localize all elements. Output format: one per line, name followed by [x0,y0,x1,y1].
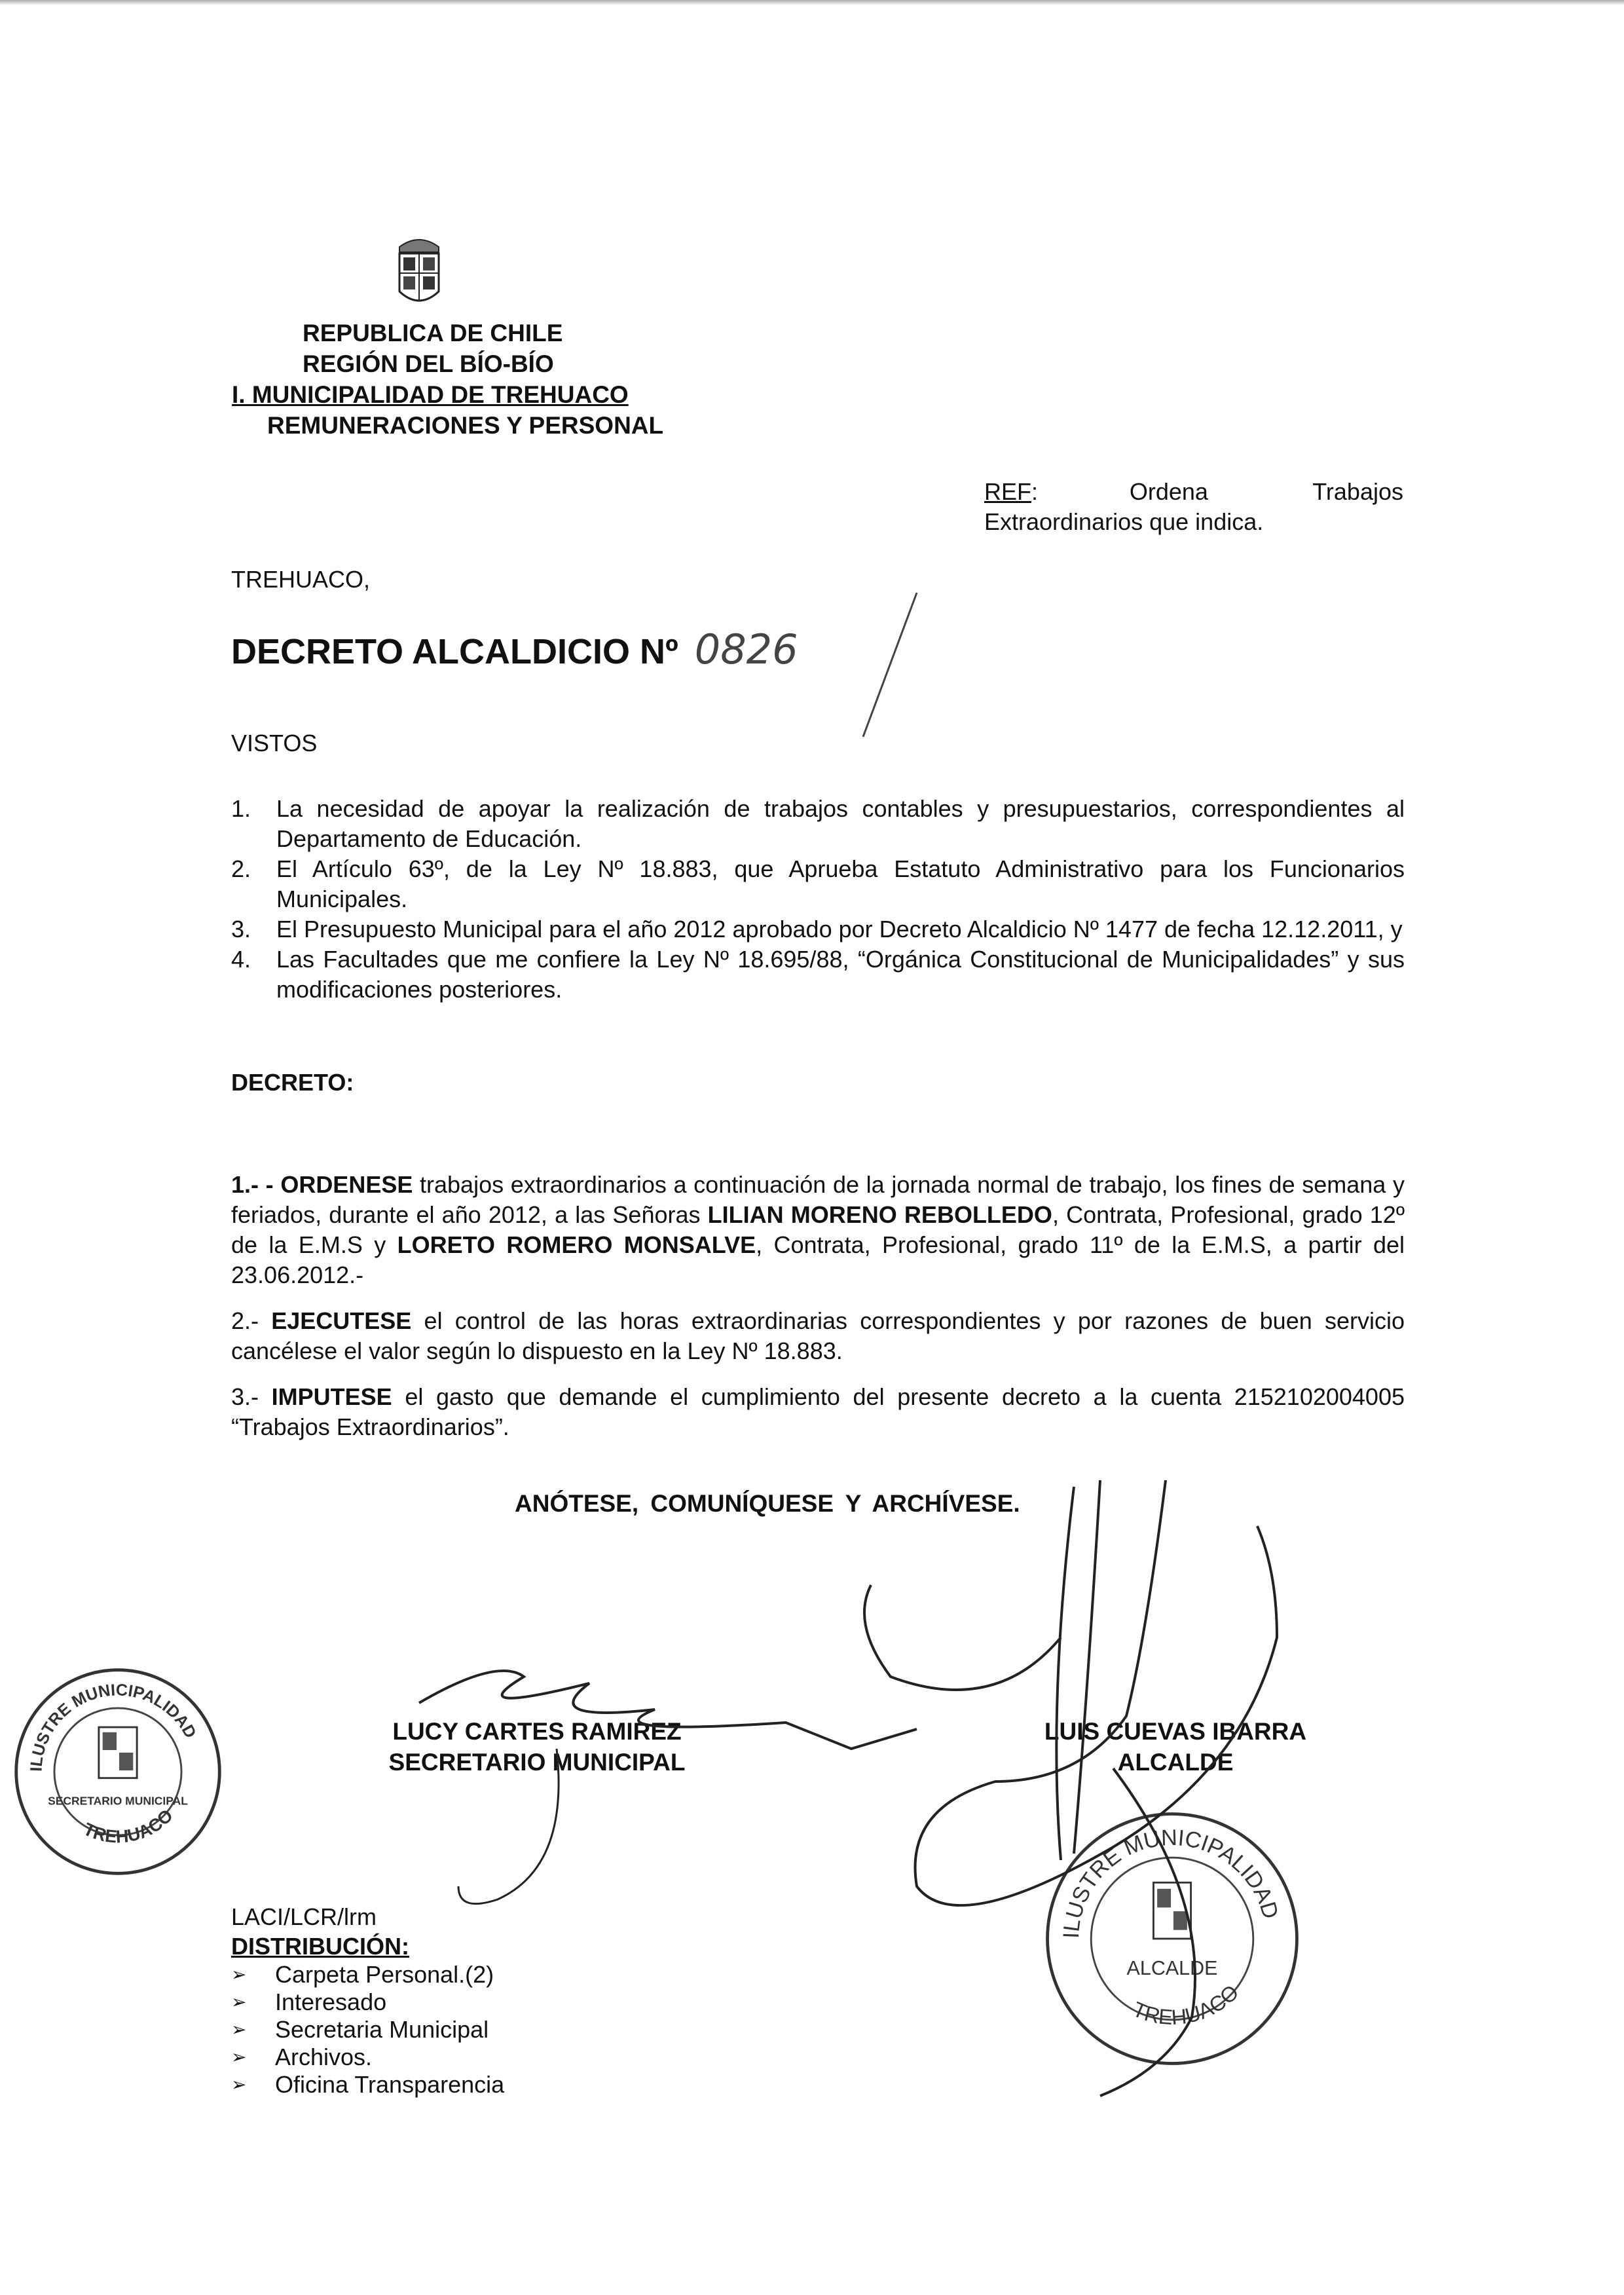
decree-title [231,625,798,673]
distribution-item: ➢ Carpeta Personal.(2) [231,1961,504,1988]
distribution-list [231,1961,504,2099]
ref-line1: Ordena Trabajos [1129,478,1403,505]
signer-right-role: ALCALDE [1117,1749,1234,1776]
coat-of-arms-logo [393,233,445,311]
scan-edge [0,0,1624,5]
decree-number: 0826 [694,625,798,673]
ref-label: REF [984,478,1031,505]
footer [231,1902,504,2099]
svg-text:ILUSTRE MUNICIPALIDAD: ILUSTRE MUNICIPALIDAD [1059,1825,1283,1939]
place: TREHUACO, [231,566,371,593]
decree-article-3: 3.- IMPUTESE el gasto que demande el cumplimiento del presente decreto a la cuenta 2152102004005 “Trabajos Extraordinarios”. [231,1383,1405,1440]
signer-left-role: SECRETARIO MUNICIPAL [388,1749,686,1776]
vistos-item: 2. El Artículo 63º, de la Ley Nº 18.883, que Aprueba Estatuto Administrativo para los Funcionarios Municipales. [231,855,1405,912]
decree-title-text: DECRETO ALCALDICIO Nº [231,632,678,671]
distribution-item: ➢ Secretaria Municipal [231,2016,504,2043]
svg-text:TREHUACO: TREHUACO [1129,1980,1244,2030]
svg-text:SECRETARIO MUNICIPAL: SECRETARIO MUNICIPAL [48,1794,188,1808]
signer-right-name: LUIS CUEVAS IBARRA [1044,1718,1307,1745]
closing-formula: ANÓTESE, COMUNÍQUESE Y ARCHÍVESE. [515,1490,1020,1517]
decree-article-1: 1.- - ORDENESE trabajos extraordinarios a continuación de la jornada normal de trabajo, los fines de semana y feriados, durante el año 2012, a las Señoras LILIAN MORENO REBOLLEDO, Contrata, Profesional, grado 12º de la E.M.S y LORETO ROMERO MONSALVE, Contrata, Profesional, grado 11º de la E.M.S, a partir del 23.06.2012.- [231,1171,1405,1288]
reference: REF: Ordena Trabajos Extraordinarios que indica. [984,477,1403,537]
decree-body [231,728,1405,1519]
ref-line2: Extraordinarios que indica. [984,508,1264,535]
svg-text:ILUSTRE MUNICIPALIDAD: ILUSTRE MUNICIPALIDAD [27,1681,200,1772]
header-line-department: REMUNERACIONES Y PERSONAL [267,412,664,439]
header-line-municipality: I. MUNICIPALIDAD DE TREHUACO [232,381,629,408]
handwritten-slash [851,589,930,740]
distribution-heading: DISTRIBUCIÓN: [231,1933,409,1960]
vistos-item: 3. El Presupuesto Municipal para el año 2012 aprobado por Decreto Alcaldicio Nº 1477 de fecha 12.12.2011, y [231,916,1403,942]
initials: LACI/LCR/lrm [231,1903,377,1930]
decreto-heading: DECRETO: [231,1069,354,1096]
svg-text:ALCALDE: ALCALDE [1126,1957,1218,1980]
institution-header [223,318,747,441]
header-line-region: REGIÓN DEL BÍO-BÍO [303,350,554,377]
distribution-item: ➢ Archivos. [231,2043,504,2071]
decree-article-2: 2.- EJECUTESE el control de las horas extraordinarias correspondientes y por razones de buen servicio cancélese el valor según lo dispuesto en la Ley Nº 18.883. [231,1307,1405,1364]
svg-text:TREHUACO: TREHUACO [80,1804,177,1847]
vistos-item: 4. Las Facultades que me confiere la Ley Nº 18.695/88, “Orgánica Constitucional de Municipalidades” y sus modificaciones posteriores. [231,946,1405,1003]
distribution-item: ➢ Interesado [231,1988,504,2016]
distribution-item: ➢ Oficina Transparencia [231,2071,504,2099]
signer-left-name: LUCY CARTES RAMIREZ [392,1718,682,1745]
vistos-heading: VISTOS [231,730,318,756]
vistos-item: 1. La necesidad de apoyar la realización de trabajos contables y presupuestarios, correspondientes al Departamento de Educación. [231,795,1405,852]
header-line-country: REPUBLICA DE CHILE [303,320,563,346]
